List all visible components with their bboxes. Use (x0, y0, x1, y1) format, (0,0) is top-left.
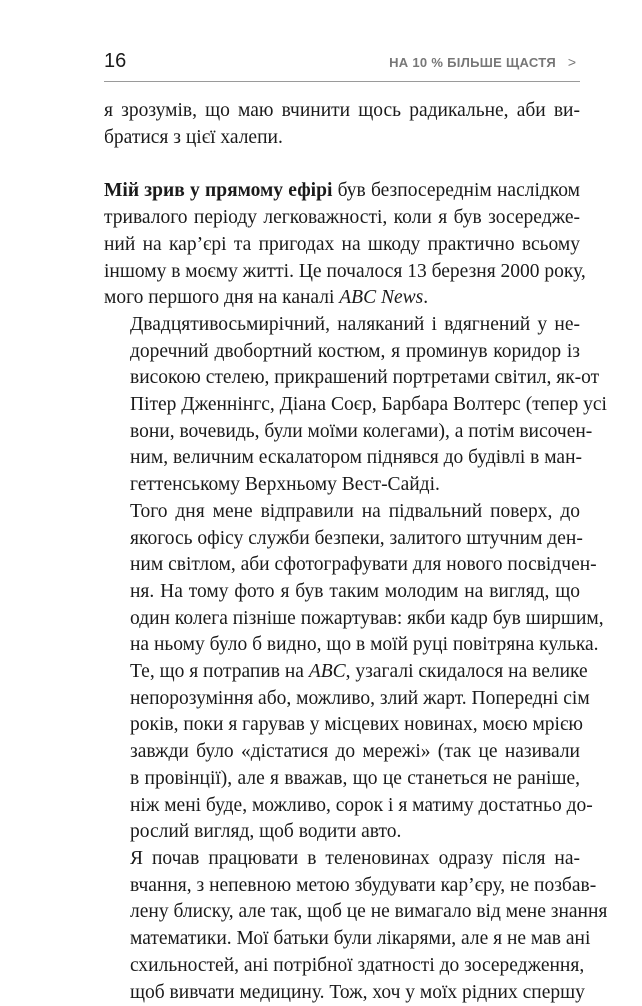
text-line: ня. На тому фото я був таким молодим на вигляд, що (104, 579, 580, 606)
text-line: вони, вочевидь, були моїми колегами), а потім височен- (104, 419, 580, 446)
page-number: 16 (104, 50, 126, 73)
text-line: якогось офісу служби безпеки, залитого штучним ден- (104, 526, 580, 553)
text-line: рослий вигляд, щоб водити авто. (104, 819, 580, 846)
body-text (104, 98, 580, 1006)
text-line: геттенському Верхньому Вест-Сайді. (104, 472, 580, 499)
text-line: вчання, з непевною метою збудувати кар’єру, не позбав- (104, 873, 580, 900)
paragraph (104, 659, 580, 846)
text-line: один колега пізніше пожартував: якби кадр був ширшим, (104, 606, 580, 633)
text-line: ним світлом, аби сфотографувати для нового посвідчен- (104, 552, 580, 579)
text-line: непорозуміння або, можливо, злий жарт. Попередні сім (104, 686, 580, 713)
text-line: тривалого періоду легковажності, коли я був зосередже- (104, 205, 580, 232)
chevron-right-icon: > (568, 54, 576, 70)
paragraph (104, 499, 580, 659)
paragraph (104, 312, 580, 499)
paragraph (104, 178, 580, 312)
italic-term: ABC News (339, 287, 423, 308)
text-line: я зрозумів, що маю вчинити щось радикальне, аби ви- (104, 98, 580, 125)
paragraph (104, 98, 580, 151)
text-line: Двадцятивосьмирічний, наляканий і вдягнений у не- (104, 312, 580, 339)
text-line: на ньому було б видно, що в моїй руці повітряна кулька. (104, 632, 580, 659)
text-line: математики. Мої батьки були лікарями, але я не мав ані (104, 926, 580, 953)
bold-lead: Мій зрив у прямому ефірі (104, 180, 332, 201)
running-title: НА 10 % БІЛЬШЕ ЩАСТЯ (389, 55, 556, 70)
text-line: завжди було «дістатися до мережі» (так це називали (104, 739, 580, 766)
text-line: ним, величним ескалатором піднявся до будівлі в ман- (104, 445, 580, 472)
text-line: доречний двобортний костюм, я проминув коридор із (104, 339, 580, 366)
text-line: в провінції), але я вважав, що це станеться не раніше, (104, 766, 580, 793)
text-line: Я почав працювати в теленовинах одразу після на- (104, 846, 580, 873)
header-divider (104, 81, 580, 82)
page-header (104, 50, 580, 82)
text-line: років, поки я гарував у місцевих новинах, моєю мрією (104, 712, 580, 739)
paragraph (104, 846, 580, 1006)
text-line: Пітер Дженнінгс, Діана Соєр, Барбара Волтерс (тепер усі (104, 392, 580, 419)
italic-term: ABC (309, 661, 346, 682)
text-line: схильностей, ані потрібної здатності до зосередження, (104, 953, 580, 980)
text-line: лену блиску, але так, щоб це не вимагало від мене знання (104, 899, 580, 926)
text-line: Мій зрив у прямому ефірі був безпосереднім наслідком (104, 178, 580, 205)
text-line: Те, що я потрапив на ABC, узагалі скидалося на велике (104, 659, 580, 686)
text-line: щоб вивчати медицину. Тож, хоч у моїх рідних спершу (104, 980, 580, 1006)
text-line: високою стелею, прикрашений портретами світил, як-от (104, 365, 580, 392)
text-line: братися з цієї халепи. (104, 125, 580, 152)
text-line: мого першого дня на каналі ABC News. (104, 285, 580, 312)
text-line: Того дня мене відправили на підвальний поверх, до (104, 499, 580, 526)
text-line: іншому в моєму житті. Це почалося 13 березня 2000 року, (104, 259, 580, 286)
text-line: ніж мені буде, можливо, сорок і я матиму достатньо до- (104, 793, 580, 820)
text-line: ний на кар’єрі та пригодах на шкоду практично всьому (104, 232, 580, 259)
